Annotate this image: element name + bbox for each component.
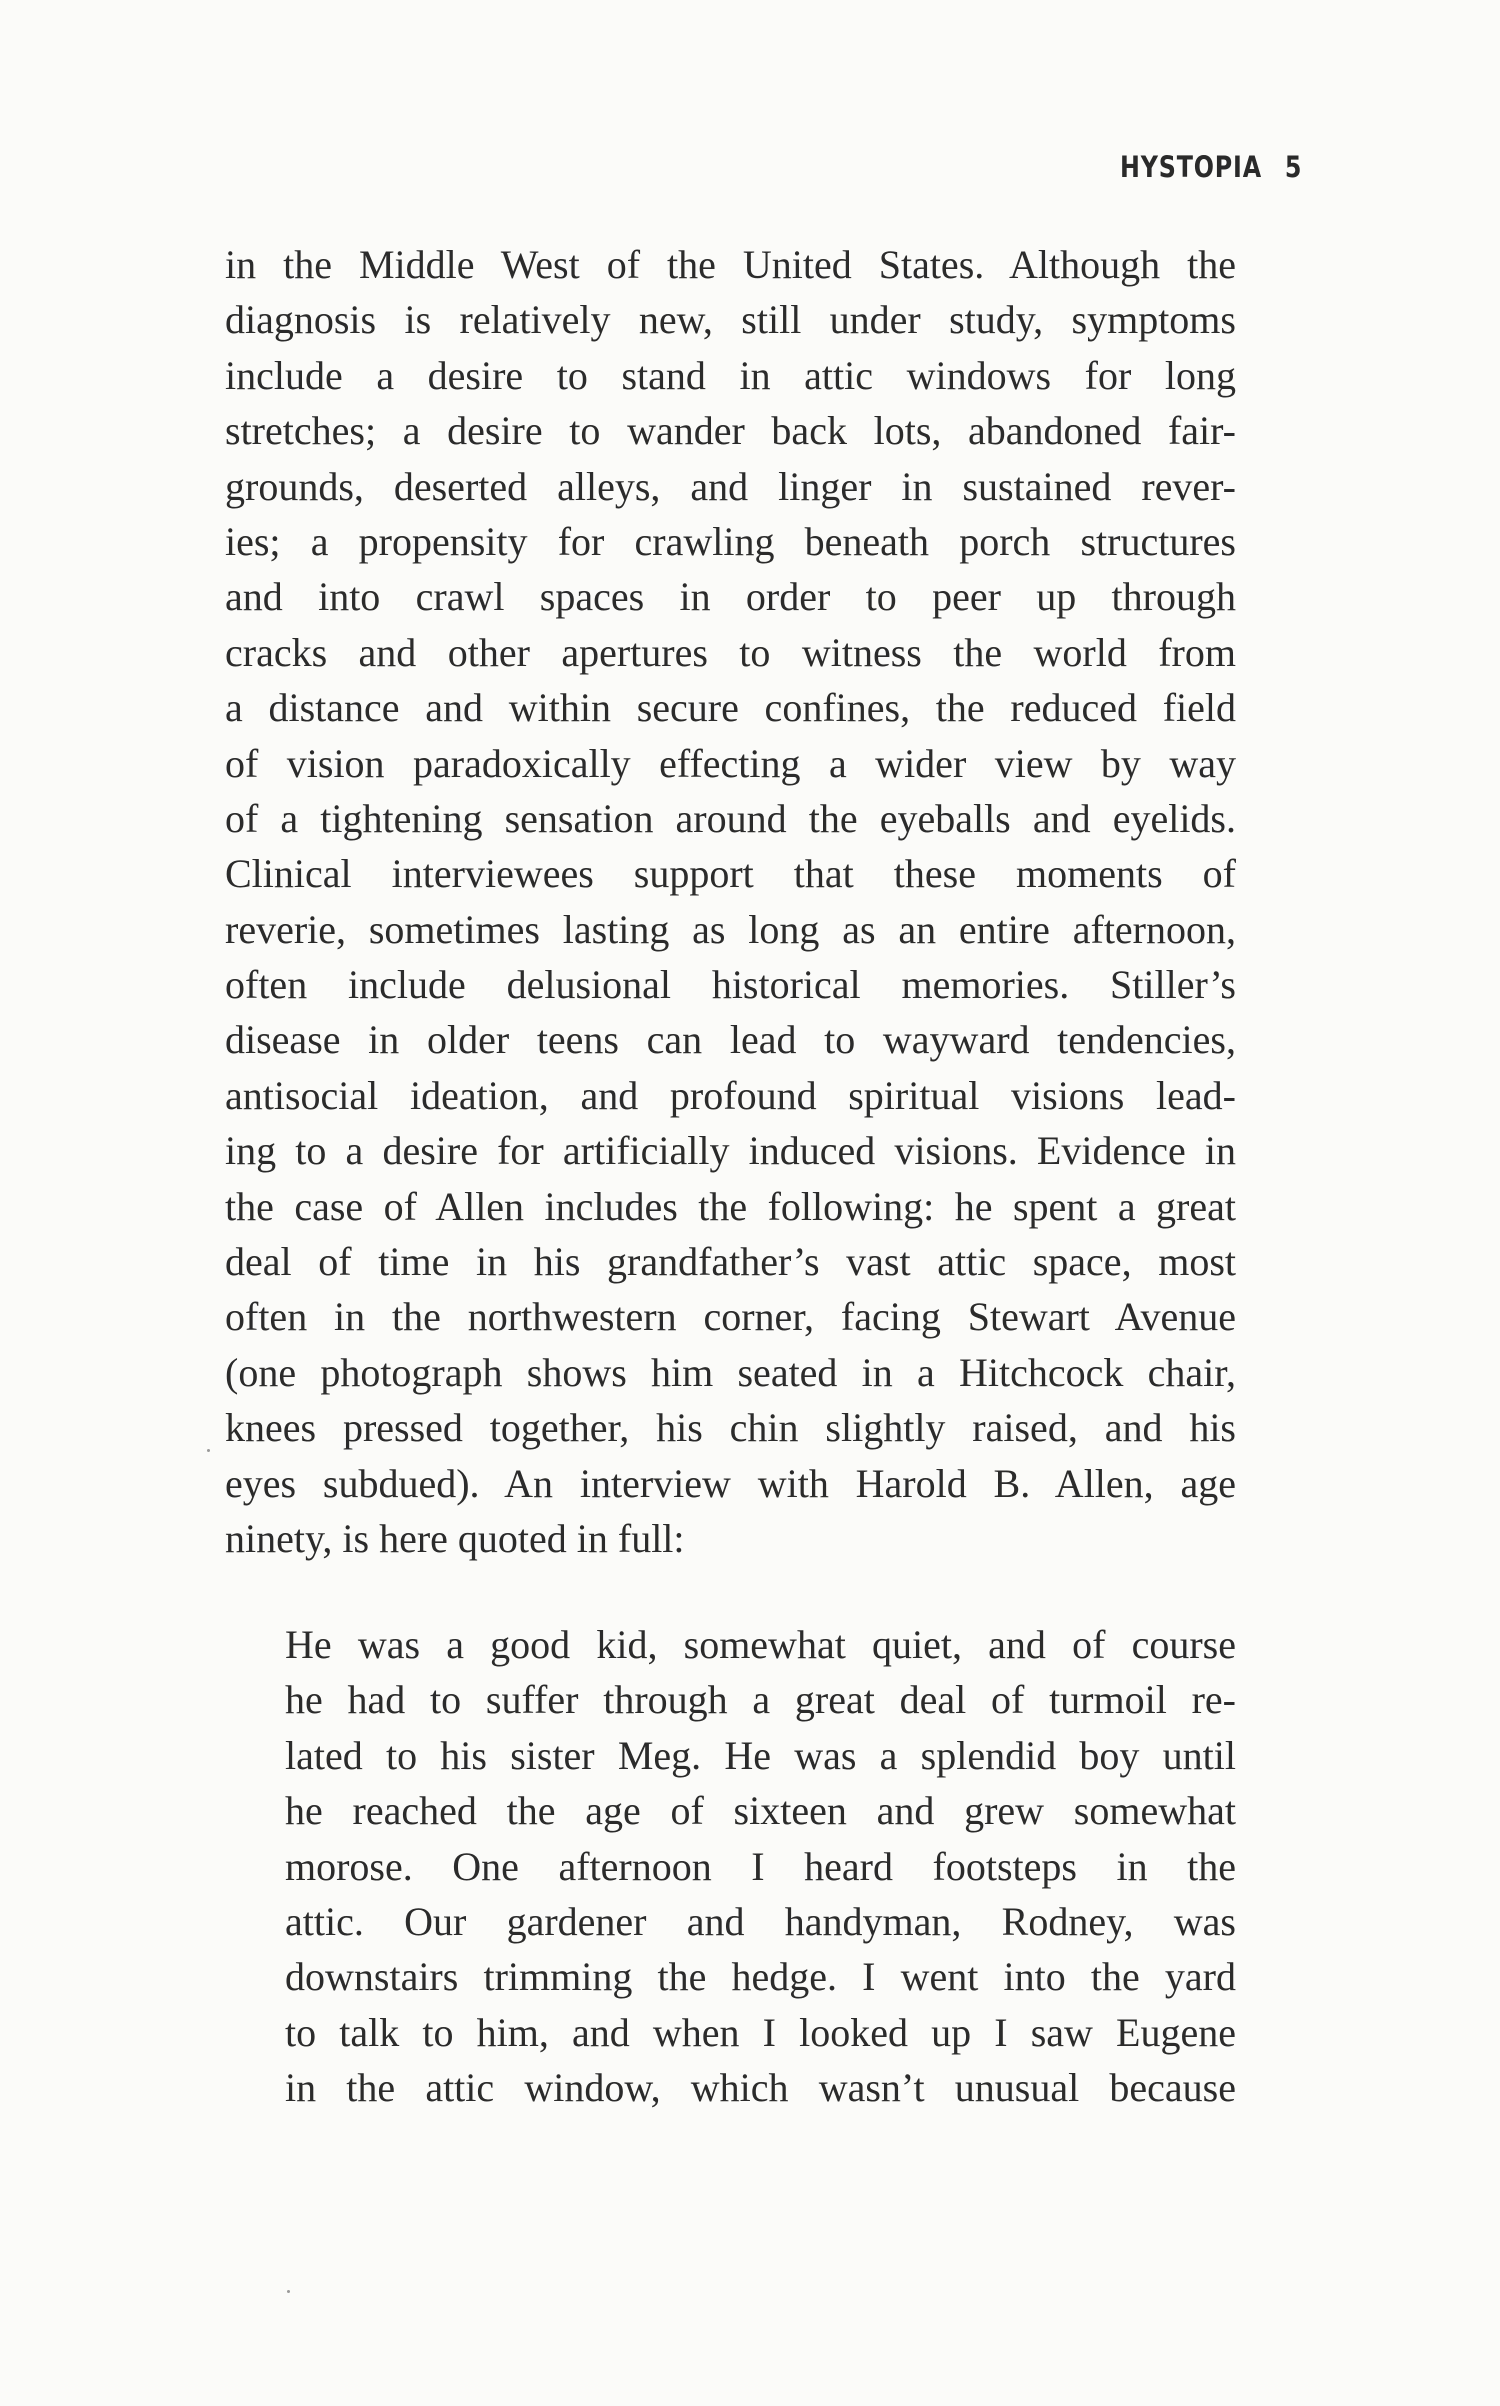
quote-line: he had to suffer through a great deal of turmoil re-: [285, 1677, 1236, 1723]
text-line: in the Middle West of the United States. Although the: [225, 242, 1236, 287]
scan-speck: [287, 2290, 290, 2293]
quote-line: in the attic window, which wasn’t unusual because: [285, 2065, 1236, 2111]
text-line: knees pressed together, his chin slightly raised, and his: [225, 1405, 1236, 1451]
text-line: often include delusional historical memories. Stiller’s: [225, 962, 1236, 1008]
quote-line: to talk to him, and when I looked up I saw Eugene: [285, 2009, 1236, 2055]
text-line: a distance and within secure confines, the reduced field: [225, 685, 1236, 731]
text-line: Clinical interviewees support that these moments of: [225, 851, 1236, 897]
quote-line: morose. One afternoon I heard footsteps in the: [285, 1843, 1236, 1889]
running-head: [1120, 150, 1302, 184]
text-line: include a desire to stand in attic windows for long: [225, 352, 1236, 398]
text-line: (one photograph shows him seated in a Hitchcock chair,: [225, 1349, 1236, 1395]
body-paragraph: [225, 237, 1236, 1566]
text-line: antisocial ideation, and profound spiritual visions lead-: [225, 1072, 1236, 1118]
text-line: grounds, deserted alleys, and linger in sustained rever-: [225, 463, 1236, 509]
text-line: of vision paradoxically effecting a wider view by way: [225, 740, 1236, 786]
text-line: ies; a propensity for crawling beneath porch structures: [225, 518, 1236, 564]
quote-line: attic. Our gardener and handyman, Rodney, was: [285, 1898, 1236, 1944]
text-line: eyes subdued). An interview with Harold B. Allen, age: [225, 1460, 1236, 1506]
text-line: ninety, is here quoted in full:: [225, 1515, 685, 1561]
text-line: often in the northwestern corner, facing Stewart Avenue: [225, 1294, 1236, 1340]
text-line: cracks and other apertures to witness the world from: [225, 629, 1236, 675]
text-line: disease in older teens can lead to wayward tendencies,: [225, 1017, 1236, 1063]
block-quote: [285, 1617, 1236, 2116]
text-line: ing to a desire for artificially induced visions. Evidence in: [225, 1128, 1236, 1174]
scan-speck: [207, 1449, 210, 1452]
text-line: and into crawl spaces in order to peer up through: [225, 574, 1236, 620]
quote-line: downstairs trimming the hedge. I went into the yard: [285, 1954, 1236, 2000]
quote-line: He was a good kid, somewhat quiet, and of course: [285, 1622, 1236, 1667]
text-line: diagnosis is relatively new, still under study, symptoms: [225, 297, 1236, 343]
book-title: HYSTOPIA: [1119, 150, 1262, 184]
page-number: 5: [1284, 150, 1302, 184]
text-line: stretches; a desire to wander back lots, abandoned fair-: [225, 408, 1236, 454]
quote-line: lated to his sister Meg. He was a splendid boy until: [285, 1732, 1236, 1778]
quote-line: he reached the age of sixteen and grew somewhat: [285, 1788, 1236, 1834]
text-line: the case of Allen includes the following: he spent a great: [225, 1183, 1236, 1229]
text-line: reverie, sometimes lasting as long as an entire afternoon,: [225, 906, 1236, 952]
text-line: deal of time in his grandfather’s vast attic space, most: [225, 1239, 1236, 1285]
text-line: of a tightening sensation around the eyeballs and eyelids.: [225, 795, 1236, 841]
